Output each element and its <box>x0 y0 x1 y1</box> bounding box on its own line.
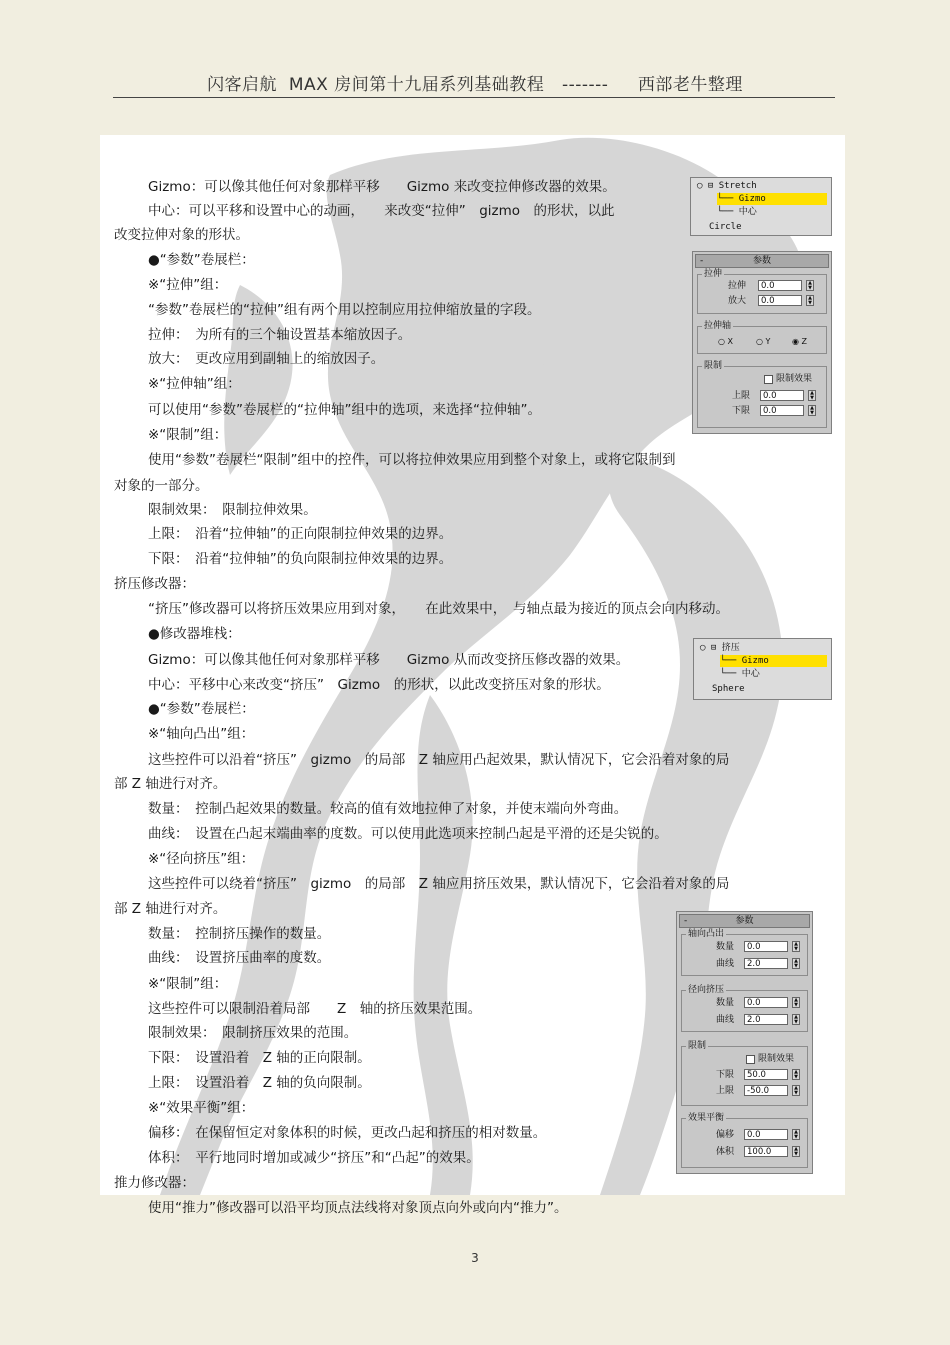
spinner-arrows-icon[interactable]: ▲ ▼ <box>792 941 800 952</box>
text-line: 改变拉伸对象的形状。 <box>114 227 249 243</box>
text-line: 体积： 平行地同时增加或减少“挤压”和“凸起”的效果。 <box>148 1150 480 1166</box>
radio-label: Y <box>765 337 771 346</box>
axial-bulge-group <box>681 929 808 976</box>
text-line: ●“参数”卷展栏： <box>148 701 255 717</box>
squeeze-modifier-stack <box>693 638 832 700</box>
text-line: 数量： 控制凸起效果的数量。较高的值有效地拉伸了对象，并使末端向外弯曲。 <box>148 801 628 817</box>
lower-limit-spinner[interactable]: 0.0 <box>760 405 804 416</box>
stack-item-gizmo[interactable]: └── Gizmo <box>720 655 827 667</box>
radio-label: X <box>727 337 734 346</box>
text-line: ※“轴向凸出”组： <box>148 726 255 742</box>
group-label: 径向挤压 <box>688 985 725 995</box>
field-label: 拉伸 <box>728 281 747 291</box>
spinner-arrows-icon[interactable]: ▲ ▼ <box>806 295 814 306</box>
rollout-title-label: 参数 <box>752 256 771 266</box>
text-line: ※“径向挤压”组： <box>148 851 255 867</box>
spinner-arrows-icon[interactable]: ▲ ▼ <box>792 1014 800 1025</box>
page-header <box>0 70 950 95</box>
field-label: 体积 <box>716 1147 735 1157</box>
stack-item-label: Stretch <box>718 181 757 191</box>
limit-effect-checkbox[interactable] <box>764 375 773 384</box>
axial-curve-spinner[interactable]: 2.0 <box>744 958 788 969</box>
stretch-spinner[interactable]: 0.0 <box>758 280 802 291</box>
radial-amount-spinner[interactable]: 0.0 <box>744 997 788 1008</box>
upper-limit-spinner[interactable]: 0.0 <box>760 390 804 401</box>
squeeze-parameters-rollout <box>676 911 813 1174</box>
stack-item-base-object[interactable]: Sphere <box>712 684 745 694</box>
text-line: 这些控件可以限制沿着局部 Z 轴的挤压效果范围。 <box>148 1001 482 1017</box>
text-line: 使用“参数”卷展栏“限制”组中的控件，可以将拉伸效果应用到整个对象上，或将它限制到 <box>148 452 676 468</box>
group-label: 限制 <box>688 1041 707 1051</box>
lower-limit-spinner[interactable]: 50.0 <box>744 1069 788 1080</box>
axis-y-radio[interactable]: ○ Y <box>756 337 771 346</box>
axis-x-radio[interactable]: ○ X <box>718 337 734 346</box>
spinner-arrows-icon[interactable]: ▲ ▼ <box>808 405 816 416</box>
text-line: ※“效果平衡”组： <box>148 1100 255 1116</box>
rollout-title[interactable] <box>695 254 829 268</box>
spinner-arrows-icon[interactable]: ▲ ▼ <box>792 1129 800 1140</box>
amplify-spinner[interactable]: 0.0 <box>758 295 802 306</box>
text-line: 使用“推力”修改器可以沿平均顶点法线将对象顶点向外或向内“推力”。 <box>148 1200 568 1216</box>
text-line: 这些控件可以沿着“挤压” gizmo 的局部 Z 轴应用凸起效果，默认情况下，它会沿着对象的局 <box>148 752 730 768</box>
spinner-arrows-icon[interactable]: ▲ ▼ <box>792 958 800 969</box>
page-number: 3 <box>471 1251 479 1265</box>
text-line: “参数”卷展栏的“拉伸”组有两个用以控制应用拉伸缩放量的字段。 <box>148 302 541 318</box>
text-line: 偏移： 在保留恒定对象体积的时候，更改凸起和挤压的相对数量。 <box>148 1125 547 1141</box>
field-label: 数量 <box>716 998 735 1008</box>
text-line: ●“参数”卷展栏： <box>148 252 255 268</box>
text-line: 可以使用“参数”卷展栏的“拉伸轴”组中的选项，来选择“拉伸轴”。 <box>148 402 541 418</box>
text-line: ●修改器堆栈： <box>148 626 241 642</box>
field-label: 放大 <box>728 296 747 306</box>
stack-item-label: 中心 <box>738 207 757 217</box>
text-line: 下限： 设置沿着 Z 轴的正向限制。 <box>148 1050 371 1066</box>
header-dash: ------- <box>561 75 609 95</box>
stack-item-base-object[interactable]: Circle <box>709 222 742 232</box>
lightbulb-icon[interactable]: ◯ <box>697 181 703 191</box>
spinner-arrows-icon[interactable]: ▲ ▼ <box>792 997 800 1008</box>
text-line: 放大： 更改应用到副轴上的缩放因子。 <box>148 351 385 367</box>
text-line: 上限： 沿着“拉伸轴”的正向限制拉伸效果的边界。 <box>148 526 453 542</box>
text-line: 中心：平移中心来改变“挤压” Gizmo 的形状，以此改变挤压对象的形状。 <box>148 677 610 693</box>
text-line: 中心：可以平移和设置中心的动画， 来改变“拉伸” gizmo 的形状，以此 <box>148 203 615 219</box>
field-label: 曲线 <box>716 1015 735 1025</box>
text-line: 曲线： 设置挤压曲率的度数。 <box>148 950 331 966</box>
text-line: 曲线： 设置在凸起末端曲率的度数。可以使用此选项来控制凸起是平滑的还是尖锐的。 <box>148 826 668 842</box>
text-line: 这些控件可以绕着“挤压” gizmo 的局部 Z 轴应用挤压效果，默认情况下，它会沿着对象的局 <box>148 876 730 892</box>
axis-z-radio[interactable]: ◉ Z <box>792 337 808 346</box>
volume-spinner[interactable]: 100.0 <box>744 1146 788 1157</box>
field-label: 下限 <box>716 1070 735 1080</box>
text-line: 上限： 设置沿着 Z 轴的负向限制。 <box>148 1075 371 1091</box>
spinner-arrows-icon[interactable]: ▲ ▼ <box>806 280 814 291</box>
text-line: 限制效果： 限制拉伸效果。 <box>148 502 317 518</box>
text-line: 部 Z 轴进行对齐。 <box>114 776 227 792</box>
field-label: 上限 <box>716 1086 735 1096</box>
group-label: 轴向凸出 <box>688 929 725 939</box>
stack-item-stretch[interactable] <box>697 180 757 192</box>
text-line: 对象的一部分。 <box>114 478 209 494</box>
group-label: 拉伸轴 <box>704 321 732 331</box>
rollout-title-label: 参数 <box>735 916 754 926</box>
text-line: 数量： 控制挤压操作的数量。 <box>148 926 331 942</box>
field-label: 下限 <box>732 406 751 416</box>
text-line: “挤压”修改器可以将挤压效果应用到对象， 在此效果中， 与轴点最为接近的顶点会向内移动。 <box>148 601 729 617</box>
stretch-axis-group <box>697 321 827 354</box>
text-line: ※“限制”组： <box>148 976 228 992</box>
header-max: MAX <box>288 75 329 95</box>
stack-item-center[interactable]: └── 中心 <box>720 669 760 679</box>
axial-amount-spinner[interactable]: 0.0 <box>744 941 788 952</box>
stack-item-label: 挤压 <box>721 643 740 653</box>
collapse-toggle-icon[interactable]: ⊟ <box>707 181 714 191</box>
stretch-modifier-stack <box>690 177 832 236</box>
spinner-arrows-icon[interactable]: ▲ ▼ <box>808 390 816 401</box>
field-label: 曲线 <box>716 959 735 969</box>
checkbox-label: 限制效果 <box>758 1054 795 1064</box>
stack-item-center[interactable]: └── 中心 <box>717 207 757 217</box>
header-rule <box>113 97 835 98</box>
stack-item-gizmo[interactable]: └── Gizmo <box>717 193 827 205</box>
text-line: 部 Z 轴进行对齐。 <box>114 901 227 917</box>
squeeze-limit-group <box>681 1041 808 1106</box>
text-line: 下限： 沿着“拉伸轴”的负向限制拉伸效果的边界。 <box>148 551 453 567</box>
group-label: 限制 <box>704 361 723 371</box>
text-line: 挤压修改器： <box>114 576 195 592</box>
text-line: 推力修改器： <box>114 1175 195 1191</box>
group-label: 效果平衡 <box>688 1113 725 1123</box>
text-line: 拉伸： 为所有的三个轴设置基本缩放因子。 <box>148 327 412 343</box>
text-line: ※“拉伸轴”组： <box>148 376 241 392</box>
header-title: 房间第十九届系列基础教程 <box>334 75 545 95</box>
header-left: 闪客启航 <box>207 75 278 95</box>
upper-limit-spinner[interactable]: -50.0 <box>744 1085 788 1096</box>
field-label: 偏移 <box>716 1130 735 1140</box>
text-line: 限制效果： 限制挤压效果的范围。 <box>148 1025 358 1041</box>
radio-label: Z <box>801 337 808 346</box>
group-label: 拉伸 <box>704 269 723 279</box>
spinner-arrows-icon[interactable]: ▲ ▼ <box>792 1085 800 1096</box>
checkbox-label: 限制效果 <box>776 374 813 384</box>
text-line: Gizmo：可以像其他任何对象那样平移 Gizmo 来改变拉伸修改器的效果。 <box>148 179 616 195</box>
collapse-icon: - <box>684 916 688 926</box>
lightbulb-icon[interactable]: ◯ <box>700 643 706 653</box>
stack-item-label: Gizmo <box>738 194 766 204</box>
header-author: 西部老牛整理 <box>637 75 743 95</box>
text-line: ※“限制”组： <box>148 427 228 443</box>
collapse-icon: - <box>700 256 704 266</box>
spinner-arrows-icon[interactable]: ▲ ▼ <box>792 1146 800 1157</box>
radial-squeeze-group <box>681 985 808 1032</box>
stretch-parameters-rollout <box>692 251 832 434</box>
text-line: ※“拉伸”组： <box>148 277 228 293</box>
bias-spinner[interactable]: 0.0 <box>744 1129 788 1140</box>
stack-item-squeeze[interactable] <box>700 642 740 654</box>
effect-balance-group <box>681 1113 808 1168</box>
limit-effect-checkbox[interactable] <box>746 1055 755 1064</box>
stack-item-label: Gizmo <box>741 656 769 666</box>
collapse-toggle-icon[interactable]: ⊟ <box>710 643 717 653</box>
radial-curve-spinner[interactable]: 2.0 <box>744 1014 788 1025</box>
text-line: Gizmo：可以像其他任何对象那样平移 Gizmo 从而改变挤压修改器的效果。 <box>148 652 630 668</box>
stack-item-label: 中心 <box>741 669 760 679</box>
limit-group <box>697 361 827 428</box>
spinner-arrows-icon[interactable]: ▲ ▼ <box>792 1069 800 1080</box>
stretch-group <box>697 269 827 314</box>
field-label: 上限 <box>732 391 751 401</box>
field-label: 数量 <box>716 942 735 952</box>
rollout-title[interactable] <box>679 914 810 928</box>
